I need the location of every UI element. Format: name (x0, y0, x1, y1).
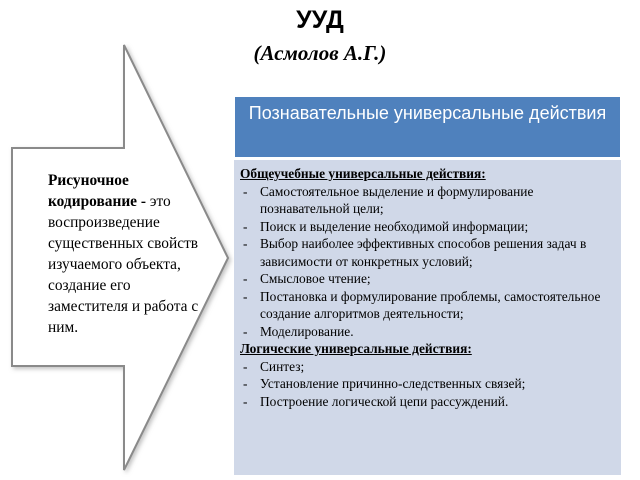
list-logical (240, 358, 615, 411)
arrow-definition (48, 170, 210, 338)
section-title-general: Общеучебные универсальные действия: (240, 166, 486, 181)
list-item: - Выбор наиболее эффективных способов решения задач в зависимости от конкретных условий; (240, 235, 615, 270)
arrow-term: Рисуночное кодирование - (48, 172, 146, 210)
arrow-definition-text: это воспроизведение существенных свойств изучаемого объекта, создание его заместителя и работа с ним. (48, 193, 199, 336)
list-item: - Постановка и формулирование проблемы, самостоятельное создание алгоритмов деятельности; (240, 288, 615, 323)
list-general (240, 183, 615, 341)
list-item: - Моделирование. (240, 323, 615, 341)
list-item: - Самостоятельное выделение и формулирование познавательной цели; (240, 183, 615, 218)
page-title: УУД (296, 6, 344, 34)
panel-header: Познавательные универсальные действия (234, 96, 621, 158)
list-item: - Построение логической цепи рассуждений. (240, 393, 615, 411)
list-item: - Смысловое чтение; (240, 270, 615, 288)
panel-body (234, 160, 621, 475)
list-item: - Установление причинно-следственных связей; (240, 375, 615, 393)
list-item: - Поиск и выделение необходимой информации; (240, 218, 615, 236)
section-title-logical: Логические универсальные действия: (240, 341, 472, 356)
page-subtitle: (Асмолов А.Г.) (253, 41, 387, 65)
list-item: - Синтез; (240, 358, 615, 376)
